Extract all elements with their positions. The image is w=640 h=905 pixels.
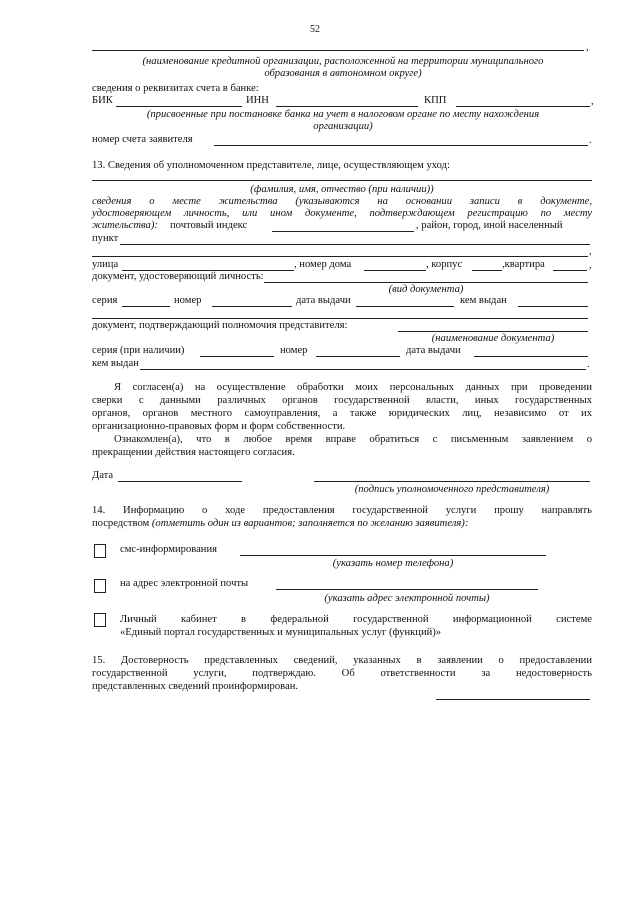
issued-by-field[interactable]: [518, 306, 588, 307]
residence-line-3: жительства):: [92, 220, 158, 231]
residence-text-2: удостоверяющем личность, или ином документе, подтверждающем регистрацию по месту: [92, 208, 592, 219]
section14-line-1: 14. Информацию о ходе предоставления государственной услуги прошу направлять: [92, 505, 592, 516]
authority-issued-by-label: кем выдан: [92, 358, 139, 369]
section15-line-2: государственной услуги, подтверждаю. Об ответственности за недостоверность: [92, 668, 592, 679]
notice-line-2: прекращении действия настоящего согласия.: [92, 447, 295, 458]
authority-issued-by-field[interactable]: [140, 369, 586, 370]
doc-name-caption: (наименование документа): [431, 333, 555, 344]
authority-date-label: дата выдачи: [406, 345, 461, 356]
assigned-caption-2: организации): [313, 121, 373, 132]
number-field[interactable]: [212, 306, 292, 307]
series-opt-field[interactable]: [200, 356, 274, 357]
residence-line-2: [92, 208, 592, 220]
date-label: Дата: [92, 470, 114, 481]
account-label: номер счета заявителя: [92, 134, 193, 145]
portal-line-2: «Единый портал государственных и муниципальных услуг (функций)»: [120, 627, 442, 638]
portal-checkbox[interactable]: [94, 613, 106, 627]
locality-field-2[interactable]: [92, 256, 588, 257]
authority-doc-label: документ, подтверждающий полномочия представителя:: [92, 320, 348, 331]
assigned-caption-1: (присвоенные при постановке банка на учет в налоговом органе по месту нахождения: [146, 109, 540, 120]
sms-label: смс-информирования: [120, 544, 218, 555]
bank-name-caption-1: (наименование кредитной организации, расположенной на территории муниципального: [142, 56, 544, 67]
issued-by-label: кем выдан: [460, 295, 507, 306]
inn-field[interactable]: [276, 106, 418, 107]
authority-date-field[interactable]: [474, 356, 588, 357]
signature-field[interactable]: [314, 481, 590, 482]
bank-details-label: сведения о реквизитах счета в банке:: [92, 83, 259, 94]
account-period: .: [589, 135, 592, 146]
building-field[interactable]: [472, 270, 502, 271]
email-checkbox[interactable]: [94, 579, 106, 593]
residence-line-1: [92, 196, 592, 208]
doc-type-caption: (вид документа): [388, 284, 464, 295]
flat-comma: ,: [589, 260, 592, 271]
signature-caption: (подпись уполномоченного представителя): [354, 484, 550, 495]
street-label: улица: [92, 259, 119, 270]
page-number: 52: [310, 24, 320, 35]
email-label: на адрес электронной почты: [120, 578, 249, 589]
issue-date-field[interactable]: [356, 306, 454, 307]
section13-title: 13. Сведения об уполномоченном представителе, лице, осуществляющем уход:: [92, 160, 450, 171]
kpp-label: КПП: [424, 95, 447, 106]
consent-line-3: органов, органов местного самоуправления, а также юридических лиц, независимо от их: [92, 408, 592, 419]
phone-caption: (указать номер телефона): [332, 558, 454, 569]
locality-label: пункт: [92, 233, 119, 244]
bik-label: БИК: [92, 95, 113, 106]
residence-text: сведения о месте жительства (указываются на основании записи в документе,: [92, 196, 592, 207]
series-label: серия: [92, 295, 118, 306]
building-label: , корпус: [426, 259, 463, 270]
issue-date-label: дата выдачи: [296, 295, 351, 306]
series-field[interactable]: [122, 306, 170, 307]
district-label: , район, город, иной населенный: [416, 220, 563, 231]
phone-field[interactable]: [240, 555, 546, 556]
consent-line-4: организационно-правовых форм и форм собственности.: [92, 421, 346, 432]
email-caption: (указать адрес электронной почты): [324, 593, 490, 604]
authority-number-label: номер: [280, 345, 308, 356]
fio-caption: (фамилия, имя, отчество (при наличии)): [250, 184, 434, 195]
authority-number-field[interactable]: [316, 356, 400, 357]
authority-period: .: [587, 359, 590, 370]
number-label: номер: [174, 295, 202, 306]
bik-field[interactable]: [116, 106, 242, 107]
bank-line-comma: ,: [586, 42, 589, 53]
section15-line-1: 15. Достоверность представленных сведений, указанных в заявлении о предоставлении: [92, 655, 592, 666]
flat-field[interactable]: [553, 270, 587, 271]
postal-field[interactable]: [272, 231, 414, 232]
consent-line-2: сверки с данными различных органов государственной власти, иных государственных: [92, 395, 592, 406]
house-field[interactable]: [364, 270, 426, 271]
section15-line-3: представленных сведений проинформирован.: [92, 681, 299, 692]
locality-field[interactable]: [120, 244, 590, 245]
account-field[interactable]: [214, 145, 588, 146]
date-field[interactable]: [118, 481, 242, 482]
notice-line-1: Ознакомлен(а), что в любое время вправе обратиться с письменным заявлением о: [114, 434, 592, 445]
sms-checkbox[interactable]: [94, 544, 106, 558]
representative-fio-field[interactable]: [92, 180, 592, 181]
section14-line-2: [92, 518, 468, 530]
section14-prefix: посредством: [92, 518, 150, 529]
kpp-field[interactable]: [456, 106, 590, 107]
kpp-comma: ,: [591, 96, 594, 107]
consent-line-1: Я согласен(а) на осуществление обработки моих персональных данных при проведении: [114, 382, 592, 393]
section15-signature-field[interactable]: [436, 699, 590, 700]
flat-label: ,квартира: [502, 259, 545, 270]
id-doc-field[interactable]: [264, 282, 588, 283]
bank-name-caption-2: образования в автономном округе): [264, 68, 422, 79]
house-label: , номер дома: [294, 259, 352, 270]
authority-doc-field[interactable]: [398, 331, 588, 332]
locality-comma: ,: [589, 246, 592, 257]
email-field[interactable]: [276, 589, 538, 590]
id-doc-label: документ, удостоверяющий личность:: [92, 271, 264, 282]
postal-label: почтовый индекс: [170, 220, 248, 231]
inn-label: ИНН: [246, 95, 269, 106]
bank-name-line[interactable]: [92, 50, 584, 51]
series-opt-label: серия (при наличии): [92, 345, 185, 356]
issued-by-field-2[interactable]: [92, 318, 588, 319]
section14-instruction: (отметить один из вариантов; заполняется по желанию заявителя):: [151, 518, 469, 529]
portal-line-1: Личный кабинет в федеральной государственной информационной системе: [120, 614, 592, 625]
